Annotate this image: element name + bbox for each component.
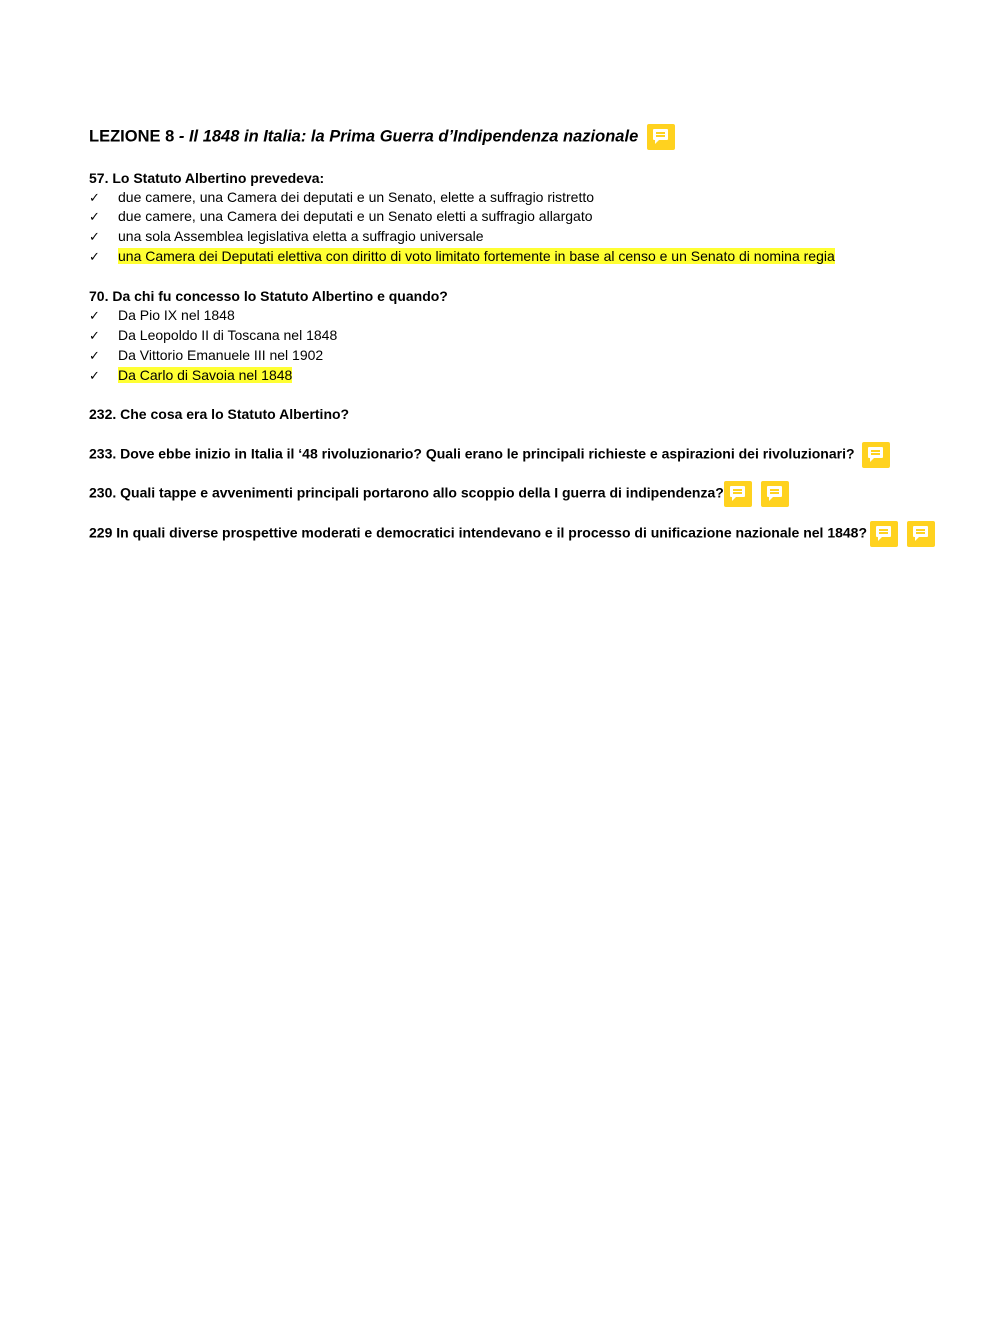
check-icon: ✓ bbox=[89, 249, 100, 264]
check-icon: ✓ bbox=[89, 190, 100, 205]
option-item bbox=[89, 345, 323, 366]
question-229: 229 In quali diverse prospettive moderati e democratici intendevano e il processo di unificazione nazionale nel 1848? bbox=[89, 524, 868, 541]
comment-icon[interactable] bbox=[724, 481, 752, 507]
lesson-title bbox=[89, 124, 675, 150]
comment-icon[interactable] bbox=[907, 521, 935, 547]
option-text: una sola Assemblea legislativa eletta a suffragio universale bbox=[118, 228, 484, 244]
option-text: Da Pio IX nel 1848 bbox=[118, 307, 235, 323]
question-57: 57. Lo Statuto Albertino prevedeva: bbox=[89, 170, 325, 186]
option-text: due camere, una Camera dei deputati e un Senato, elette a suffragio ristretto bbox=[118, 189, 595, 205]
comment-icon[interactable] bbox=[862, 442, 890, 468]
lesson-subtitle: Il 1848 in Italia: la Prima Guerra d’Indipendenza nazionale bbox=[188, 127, 639, 146]
question-230-row bbox=[89, 481, 789, 507]
option-text-highlighted: una Camera dei Deputati elettiva con diritto di voto limitato fortemente in base al censo e un Senato di nomina regia bbox=[118, 248, 835, 264]
question-230: 230. Quali tappe e avvenimenti principali portarono allo scoppio della I guerra di indipendenza? bbox=[89, 484, 724, 501]
question-229-row bbox=[89, 521, 935, 547]
option-item bbox=[89, 226, 484, 247]
comment-icon[interactable] bbox=[647, 124, 675, 150]
lesson-number: LEZIONE 8 bbox=[89, 127, 175, 146]
question-233: 233. Dove ebbe inizio in Italia il ‘48 rivoluzionario? Quali erano le principali richieste e aspirazioni dei rivoluzionari? bbox=[89, 445, 855, 462]
check-icon: ✓ bbox=[89, 328, 100, 343]
question-70: 70. Da chi fu concesso lo Statuto Albertino e quando? bbox=[89, 288, 448, 304]
option-item bbox=[89, 187, 594, 208]
option-item bbox=[89, 206, 593, 227]
option-item bbox=[89, 325, 337, 346]
comment-icon[interactable] bbox=[870, 521, 898, 547]
option-text-highlighted: Da Carlo di Savoia nel 1848 bbox=[118, 367, 293, 383]
option-item-correct bbox=[89, 246, 835, 267]
check-icon: ✓ bbox=[89, 368, 100, 383]
question-233-row bbox=[89, 442, 890, 468]
check-icon: ✓ bbox=[89, 209, 100, 224]
option-item-correct bbox=[89, 365, 292, 386]
check-icon: ✓ bbox=[89, 348, 100, 363]
comment-icon[interactable] bbox=[761, 481, 789, 507]
check-icon: ✓ bbox=[89, 308, 100, 323]
option-text: Da Leopoldo II di Toscana nel 1848 bbox=[118, 327, 338, 343]
question-232: 232. Che cosa era lo Statuto Albertino? bbox=[89, 406, 350, 422]
option-text: Da Vittorio Emanuele III nel 1902 bbox=[118, 347, 324, 363]
check-icon: ✓ bbox=[89, 229, 100, 244]
lesson-separator: - bbox=[174, 127, 189, 146]
option-item bbox=[89, 305, 235, 326]
option-text: due camere, una Camera dei deputati e un Senato eletti a suffragio allargato bbox=[118, 208, 593, 224]
